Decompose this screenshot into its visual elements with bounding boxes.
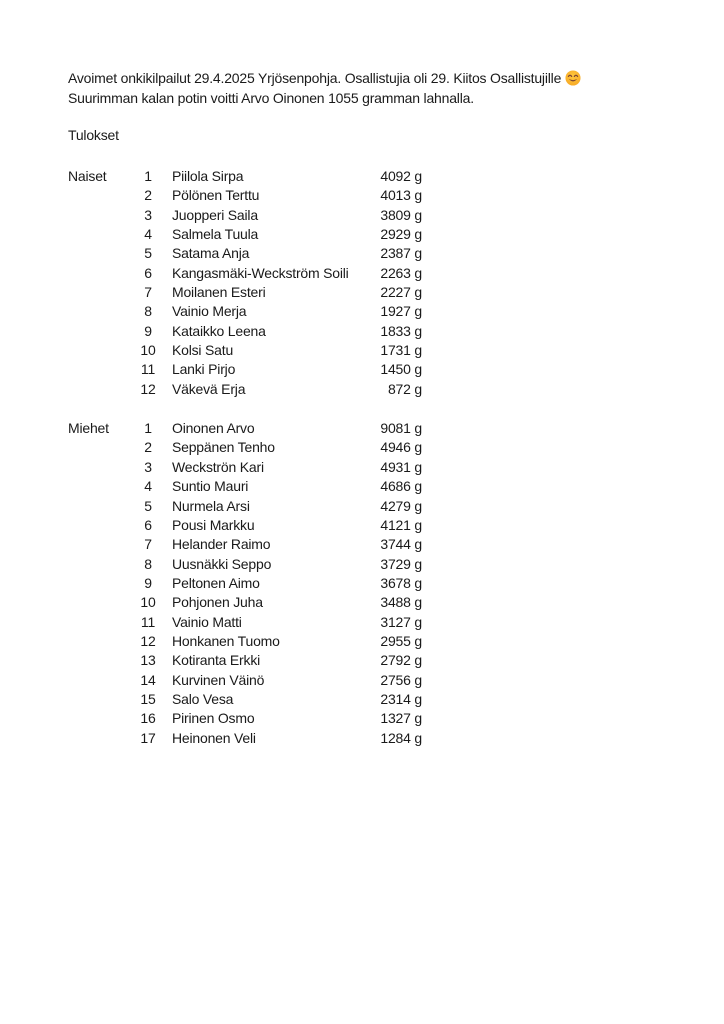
name-cell: Kangasmäki-Weckström Soili [172,264,349,281]
weight-cell: 4279 g [380,497,422,514]
result-row [68,341,422,360]
section-label-spacer [68,690,135,709]
section-label: Naiset [68,168,107,184]
name-cell: Weckströn Kari [172,458,264,475]
weight-cell: 3488 g [380,594,422,611]
weight-cell: 1450 g [380,361,422,378]
weight-cell: 2314 g [380,690,422,707]
name-cell: Suntio Mauri [172,478,249,495]
weight-cell: 9081 g [380,420,422,437]
section-label-spacer [68,574,135,593]
rank-cell: 10 [140,594,156,611]
section-label-spacer [68,186,135,205]
rank-cell: 8 [144,303,152,320]
intro-line-1-text: Avoimet onkikilpailut 29.4.2025 Yrjösenpohja. Osallistujia oli 29. Kiitos Osallistujille [68,70,562,86]
section-gap [68,399,422,419]
rank-cell: 5 [144,245,152,262]
section-label-spacer [68,671,135,690]
rank-cell: 13 [140,652,156,669]
rank-cell: 4 [144,226,152,243]
section-label-spacer [68,380,135,399]
section-label: Miehet [68,420,109,437]
name-cell: Vainio Merja [172,303,247,320]
name-cell: Helander Raimo [172,536,271,553]
weight-cell: 2227 g [380,284,422,301]
rank-cell: 11 [140,613,156,630]
name-cell: Salo Vesa [172,690,234,707]
result-row [68,574,422,593]
section-label-spacer [68,302,135,321]
result-row [68,206,422,225]
rank-cell: 16 [140,710,156,727]
weight-cell: 1833 g [380,322,422,339]
intro-line-2: Suurimman kalan potin voitti Arvo Oinonen 1055 gramman lahnalla. [68,90,474,106]
name-cell: Moilanen Esteri [172,284,266,301]
name-cell: Pohjonen Juha [172,594,263,611]
rank-cell: 6 [144,264,152,281]
weight-cell: 3729 g [380,555,422,572]
rank-cell: 9 [144,574,152,591]
result-row [68,535,422,554]
weight-cell: 1284 g [380,729,422,746]
weight-cell: 2263 g [380,264,422,281]
results-section-naiset [68,167,422,399]
weight-cell: 3744 g [380,536,422,553]
section-label-spacer [68,593,135,612]
result-row [68,613,422,632]
results-heading: Tulokset [68,127,119,143]
rank-cell: 1 [144,168,152,184]
name-cell: Piilola Sirpa [172,168,244,184]
name-cell: Lanki Pirjo [172,361,236,378]
result-row [68,709,422,728]
weight-cell: 2955 g [380,632,422,649]
result-row [68,729,422,748]
result-row [68,264,422,283]
results-section-miehet [68,419,422,748]
weight-cell: 4092 g [380,168,422,184]
name-cell: Oinonen Arvo [172,420,255,437]
section-label-spacer [68,264,135,283]
result-row [68,477,422,496]
section-label-spacer [68,458,135,477]
rank-cell: 3 [144,206,152,223]
name-cell: Salmela Tuula [172,226,259,243]
weight-cell: 3127 g [380,613,422,630]
name-cell: Honkanen Tuomo [172,632,280,649]
weight-cell: 872 g [387,380,422,397]
weight-cell: 1927 g [380,303,422,320]
result-row [68,380,422,399]
name-cell: Pirinen Osmo [172,710,255,727]
name-cell: Peltonen Aimo [172,574,260,591]
weight-cell: 3678 g [380,574,422,591]
section-label-spacer [68,477,135,496]
weight-cell: 1327 g [380,710,422,727]
result-row [68,458,422,477]
name-cell: Kataikko Leena [172,322,266,339]
rank-cell: 12 [140,380,156,397]
result-row [68,555,422,574]
result-row [68,438,422,457]
weight-cell: 4931 g [380,458,422,475]
section-label-spacer [68,341,135,360]
weight-cell: 2756 g [380,671,422,688]
result-row [68,225,422,244]
rank-cell: 2 [144,439,152,456]
result-row [68,322,422,341]
intro-paragraph [68,68,581,108]
intro-line-1 [68,68,581,88]
rank-cell: 7 [144,536,152,553]
weight-cell: 2929 g [380,226,422,243]
rank-cell: 3 [144,458,152,475]
section-label-spacer [68,613,135,632]
name-cell: Satama Anja [172,245,250,262]
name-cell: Väkevä Erja [172,380,246,397]
result-row [68,651,422,670]
result-row [68,632,422,651]
result-row [68,671,422,690]
name-cell: Pousi Markku [172,516,255,533]
result-row [68,167,422,186]
weight-cell: 2387 g [380,245,422,262]
rank-cell: 9 [144,322,152,339]
result-row [68,419,422,438]
section-label-spacer [68,322,135,341]
section-label-spacer [68,360,135,379]
result-row [68,283,422,302]
name-cell: Juopperi Saila [172,206,258,223]
name-cell: Kotiranta Erkki [172,652,261,669]
section-label-spacer [68,709,135,728]
result-row [68,516,422,535]
section-label-spacer [68,283,135,302]
name-cell: Kurvinen Väinö [172,671,265,688]
rank-cell: 7 [144,284,152,301]
result-row [68,497,422,516]
section-label-spacer [68,225,135,244]
rank-cell: 1 [144,420,152,437]
rank-cell: 5 [144,497,152,514]
rank-cell: 4 [144,478,152,495]
name-cell: Nurmela Arsi [172,497,250,514]
rank-cell: 10 [140,342,156,359]
smiling-face-emoji-icon [565,70,581,86]
result-row [68,593,422,612]
result-row [68,244,422,263]
name-cell: Pölönen Terttu [172,187,260,204]
weight-cell: 3809 g [380,206,422,223]
results-table [68,167,422,748]
name-cell: Seppänen Tenho [172,439,275,456]
result-row [68,186,422,205]
section-label-spacer [68,729,135,748]
result-row [68,360,422,379]
section-label-spacer [68,632,135,651]
weight-cell: 1731 g [380,342,422,359]
section-label-spacer [68,535,135,554]
rank-cell: 11 [140,361,156,378]
weight-cell: 2792 g [380,652,422,669]
weight-cell: 4013 g [380,187,422,204]
rank-cell: 14 [140,671,156,688]
section-label-spacer [68,497,135,516]
result-row [68,690,422,709]
weight-cell: 4686 g [380,478,422,495]
rank-cell: 8 [144,555,152,572]
name-cell: Uusnäkki Seppo [172,555,272,572]
section-label-spacer [68,516,135,535]
weight-cell: 4946 g [380,439,422,456]
rank-cell: 6 [144,516,152,533]
rank-cell: 2 [144,187,152,204]
result-row [68,302,422,321]
name-cell: Vainio Matti [172,613,242,630]
rank-cell: 12 [140,632,156,649]
name-cell: Kolsi Satu [172,342,234,359]
section-label-spacer [68,244,135,263]
section-label-spacer [68,438,135,457]
section-label-spacer [68,651,135,670]
rank-cell: 17 [140,729,156,746]
section-label-spacer [68,206,135,225]
section-label-spacer [68,555,135,574]
rank-cell: 15 [140,690,156,707]
weight-cell: 4121 g [380,516,422,533]
name-cell: Heinonen Veli [172,729,256,746]
